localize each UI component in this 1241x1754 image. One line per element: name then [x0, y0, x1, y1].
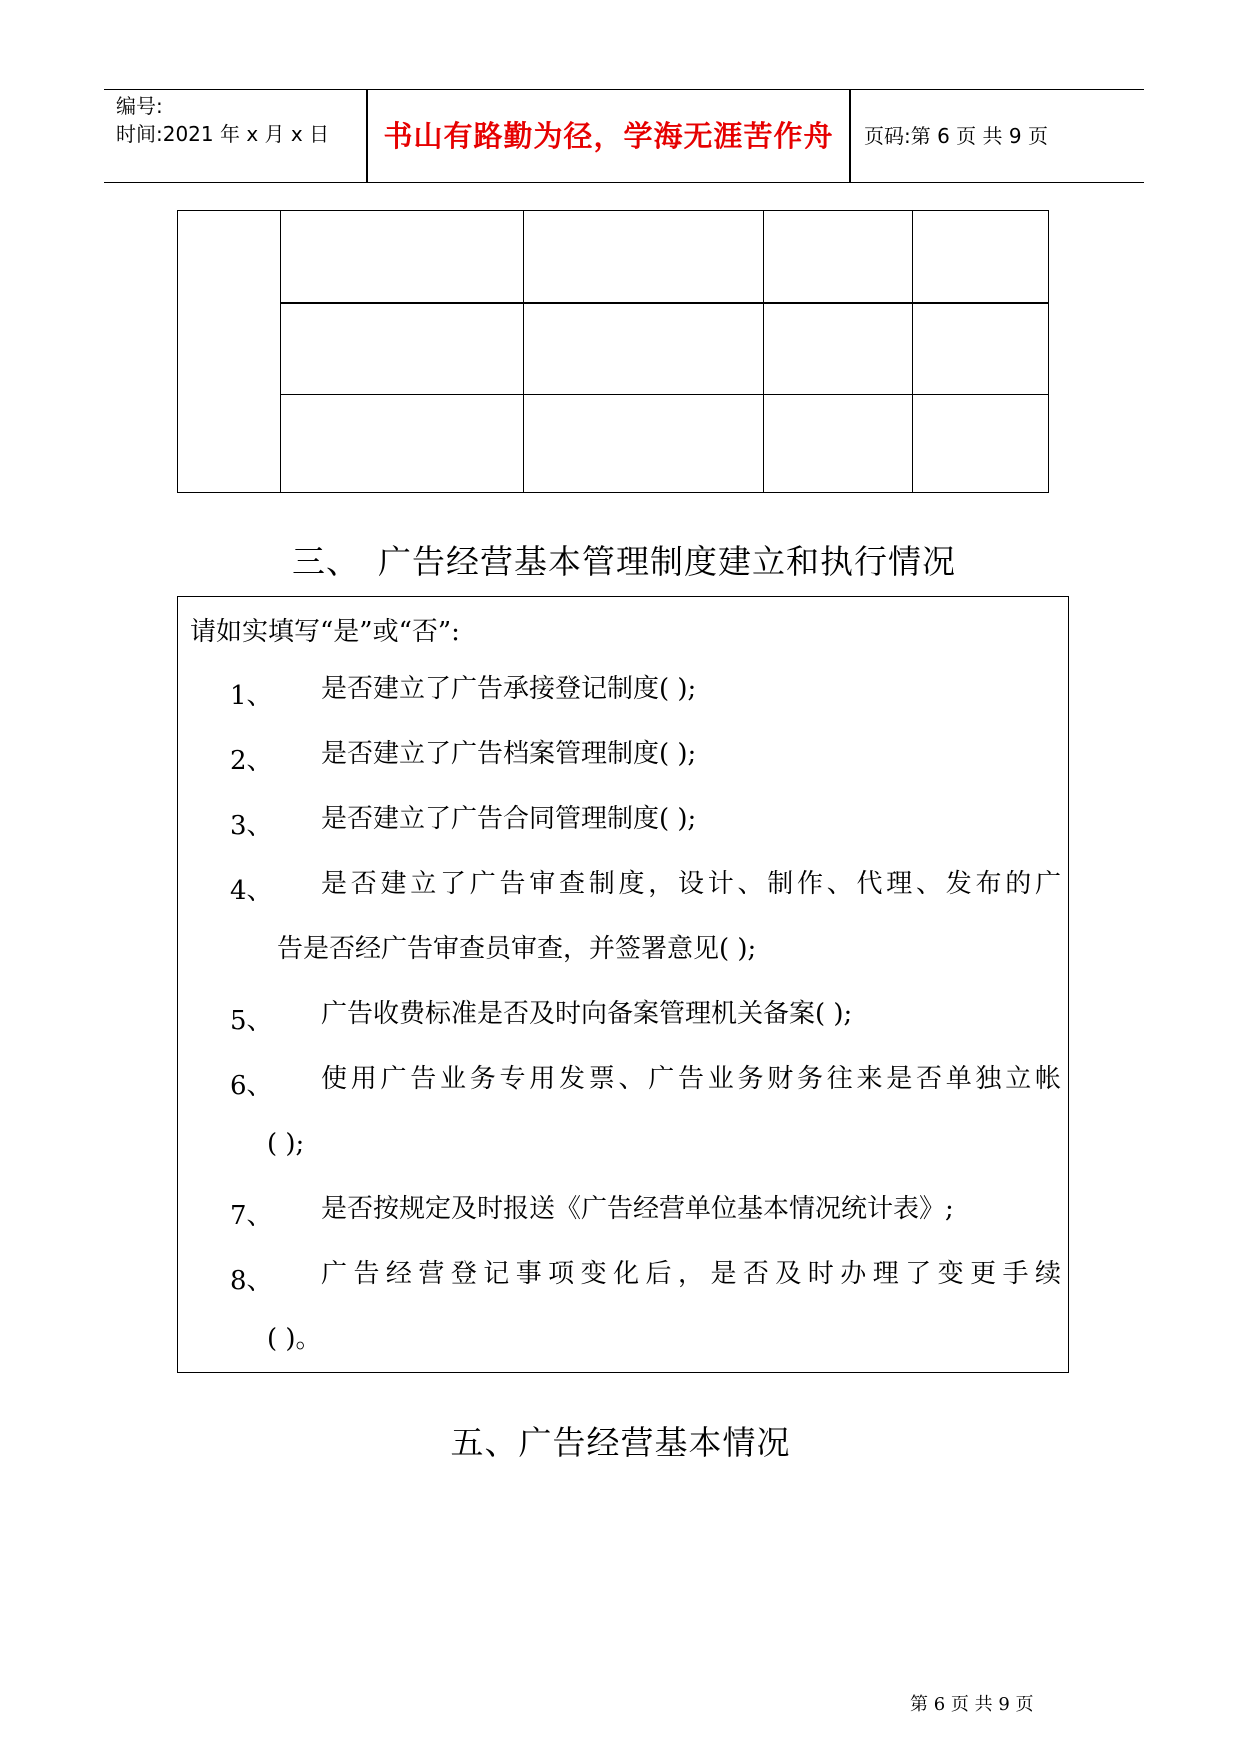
- questionnaire-box: [177, 596, 1069, 1373]
- time-label: 时间:2021 年 x 月 x 日: [116, 122, 330, 146]
- header-motto: 书山有路勤为径，学海无涯苦作舟: [383, 119, 834, 153]
- item-number: 6、: [230, 1071, 273, 1101]
- item-text: 是否按规定及时报送《广告经营单位基本情况统计表》;: [321, 1194, 954, 1224]
- item-number: 5、: [230, 1006, 273, 1036]
- page-footer: 第 6 页 共 9 页: [910, 1694, 1034, 1715]
- item-text-continued: ( );: [267, 1129, 305, 1159]
- table-column-line: [912, 211, 913, 492]
- item-number: 1、: [230, 681, 273, 711]
- continued-table: [177, 210, 1049, 493]
- table-column-line: [763, 211, 764, 492]
- item-text: 使用广告业务专用发票、广告业务财务往来是否单独立帐: [321, 1064, 1061, 1094]
- header-meta: [116, 90, 366, 182]
- table-column-line: [280, 211, 281, 492]
- item-number: 4、: [230, 876, 273, 906]
- table-column-line: [523, 211, 524, 492]
- item-number: 8、: [230, 1266, 273, 1296]
- section-five-title: 五、广告经营基本情况: [450, 1423, 791, 1462]
- item-text: 是否建立了广告审查制度，设计、制作、代理、发布的广: [321, 869, 1061, 899]
- item-text-continued: ( )。: [267, 1324, 322, 1354]
- table-row-line: [280, 394, 1048, 395]
- item-text: 是否建立了广告档案管理制度( );: [321, 739, 697, 769]
- item-text: 是否建立了广告承接登记制度( );: [321, 674, 697, 704]
- item-text-continued: 告是否经广告审查员审查，并签署意见( );: [277, 934, 757, 964]
- section-number: 三、: [292, 542, 360, 581]
- item-number: 3、: [230, 811, 273, 841]
- serial-label: 编号:: [116, 94, 163, 118]
- header-page-code: 页码:第 6 页 共 9 页: [864, 124, 1048, 148]
- item-number: 2、: [230, 746, 273, 776]
- header-divider: [849, 90, 851, 182]
- page-header: [104, 89, 1144, 183]
- item-text: 是否建立了广告合同管理制度( );: [321, 804, 697, 834]
- section-three-title: [292, 536, 956, 583]
- section-title-text: 广告经营基本管理制度建立和执行情况: [378, 542, 956, 581]
- questionnaire-intro: 请如实填写“是”或“否”:: [190, 617, 460, 647]
- item-text: 广告收费标准是否及时向备案管理机关备案( );: [321, 999, 853, 1029]
- item-text: 广告经营登记事项变化后，是否及时办理了变更手续: [321, 1259, 1061, 1289]
- item-number: 7、: [230, 1201, 273, 1231]
- table-row-line: [280, 302, 1048, 304]
